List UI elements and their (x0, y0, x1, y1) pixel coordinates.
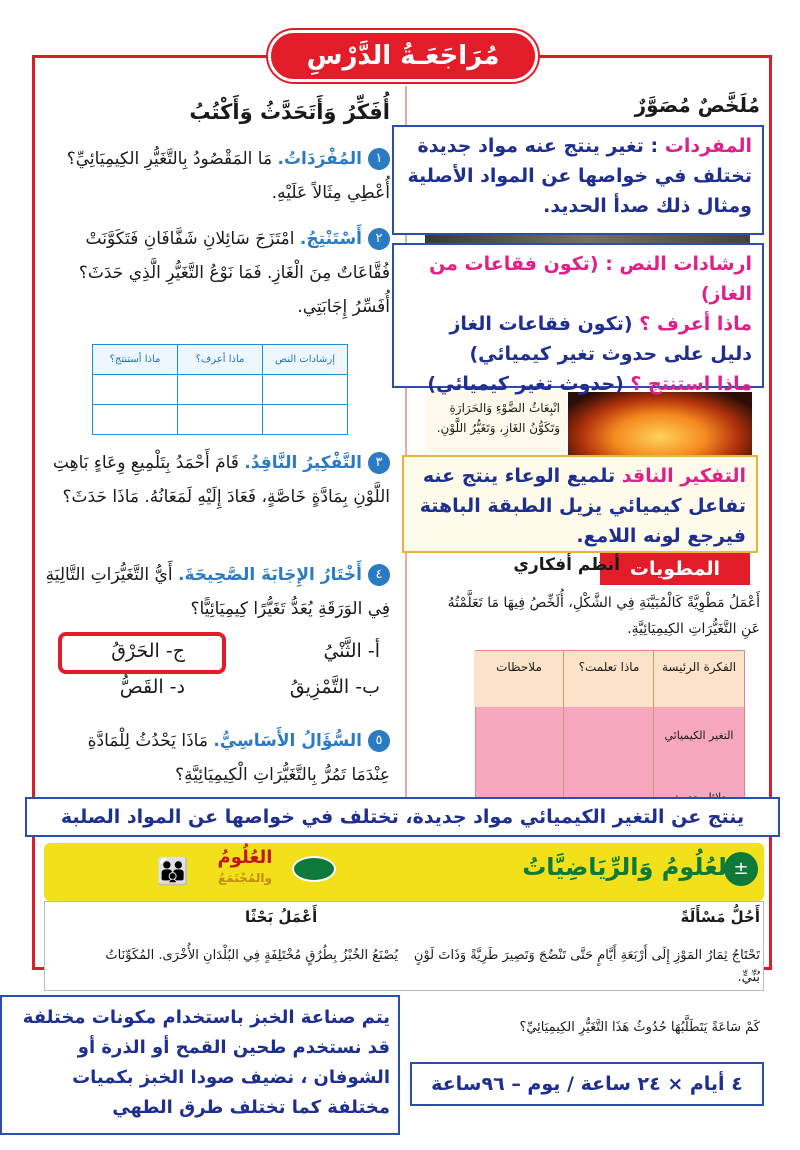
science-society-subtitle: والمُجْتَمَعُ (218, 871, 272, 885)
choice-a[interactable]: أ- الثَّنْيُ (323, 640, 380, 662)
people-icon: 👪 (156, 857, 190, 887)
table-cell (263, 375, 348, 405)
question-number-4: ٤ (368, 564, 390, 586)
inference-answer-box (392, 243, 764, 395)
foldable-card (475, 650, 745, 815)
table-cell (263, 405, 348, 435)
choice-c[interactable]: ج- الحَرْقُ (111, 640, 185, 662)
math-answer-box: ٤ أيام × ٢٤ ساعة / يوم – ٩٦ساعة (410, 1062, 764, 1106)
essential-question-answer-box: ينتج عن التغير الكيميائي مواد جديدة، تختلف في خواصها عن المواد الصلبة (25, 797, 780, 837)
inference-table (92, 344, 348, 435)
question-3 (45, 446, 390, 514)
solve-problem-question: كَمْ سَاعَةً يَتَطَلَّبُهَا حُدُوثُ هَذَا التَّغَيُّرِ الكِيمِيَائِيِّ؟ (519, 1020, 760, 1035)
question-5 (45, 724, 390, 792)
foldable-row-chemical-change: التغير الكيميائي (664, 729, 734, 742)
question-3-text: قَامَ أَحْمَدُ بِتَلْمِيعِ وِعَاءٍ بَاهِتِ اللَّوْنِ بِمَادَّةٍ خَاصَّةٍ، فَعَادَ إِلَيْهِ لَمَعَانُهُ. مَاذَا حَدَثَ؟ (52, 453, 390, 507)
infer-line (404, 369, 752, 399)
visual-summary-heading: مُلَخَّصٌ مُصَوَّرٌ (634, 93, 760, 117)
question-number-3: ٣ (368, 452, 390, 474)
science-society-logo (195, 848, 295, 888)
question-3-keyword: التَّفْكِيرُ النَّاقِدُ. (244, 453, 362, 473)
choice-b[interactable]: ب- التَّمْزِيقُ (289, 676, 380, 698)
choice-d[interactable]: د- القَصُّ (119, 676, 185, 698)
plus-minus-icon: ± (724, 852, 758, 886)
know-text: (تكون فقاعات الغاز دليل على حدوث تغير كيميائي) (449, 313, 752, 365)
foldable-col-main-idea: الفكرة الرئيسة (654, 651, 744, 707)
critical-thinking-label: التفكير الناقد (621, 465, 746, 487)
table-cell (93, 405, 178, 435)
answer-highlight (58, 632, 226, 674)
question-4-text: أَيُّ التَّغَيُّرَاتِ التَّالِيَةِ فِي الوَرَقَةِ يُعَدُّ تَغَيُّرًا كِيمِيَائِيًّا؟ (45, 565, 390, 619)
bread-answer-box: يتم صناعة الخبز باستخدام مكونات مختلفة قد نستخدم طحين القمح أو الذرة أو الشوفان ، نضيف صودا الخبز بكميات مختلفة كما تختلف طرق الطهي (0, 995, 400, 1135)
science-society-title: العُلُومُ (217, 847, 273, 868)
question-5-keyword: السُّؤَالُ الأَسَاسِيُّ. (213, 731, 362, 751)
solve-problem-text: تَحْتَاجُ ثِمَارُ المَوْزِ إِلَى أَرْبَعَةِ أَيَّامٍ حَتَّى تَنْضُجَ وَتَصِيرَ طَرِيَّةً وَذَاتَ لَوْنٍ بُنِّيٍّ. (413, 948, 760, 985)
question-2-keyword: أَسْتَنْتِجُ. (299, 229, 362, 249)
critical-thinking-text: تلميع الوعاء ينتج عنه تفاعل كيميائي يزيل الطبقة الباهتة فيرجع لونه اللامع. (419, 465, 746, 547)
vocabulary-label: المفردات (664, 135, 752, 157)
foldable-divider (563, 651, 564, 816)
foldables-text: أَعْمَلُ مَطْوِيَّةً كَالْمُبَيَّنَةِ فِي الشَّكْلِ، أُلَخِّصُ فِيهَا مَا تَعَلَّمْتُهُ عَنِ التَّغَيُّرَاتِ الكِيمِيَائِيَّةِ. (447, 595, 760, 637)
foldables-tag: المطويات (600, 553, 750, 585)
table-header-cues: إرشادات النص (263, 345, 348, 375)
table-header-know: ماذا أعرف؟ (178, 345, 263, 375)
question-4-keyword: أَخْتَارُ الإِجَابَةَ الصَّحِيحَةَ. (177, 565, 362, 585)
fire-photo (568, 392, 752, 456)
question-2 (45, 222, 390, 324)
question-number-2: ٢ (368, 228, 390, 250)
fire-caption: انْبِعَاثُ الضَّوْءِ وَالحَرَارَةِ وَتَكَوُّنُ الغَازِ، وَتَغَيُّرُ اللَّوْنِ. (426, 392, 566, 452)
question-5-text: مَاذَا يَحْدُثُ لِلْمَادَّةِ عِنْدَمَا تَمُرُّ بِالتَّغَيُّرَاتِ الْكِيمِيَائِيَّةِ؟ (87, 731, 390, 785)
question-1-text: مَا المَقْصُودُ بِالتَّغَيُّرِ الكِيمِيَائِيِّ؟ أُعْطِي مِثَالاً عَلَيْهِ. (66, 149, 390, 203)
vocabulary-answer-box (392, 125, 764, 235)
table-cell (178, 375, 263, 405)
question-2-text: امْتَزَجَ سَائِلانِ شَفَّافَانِ فَتَكَوَّنَتْ فُقَّاعَاتٌ مِنَ الْغَازِ. فَمَا نَوْعُ التَّغَيُّرِ الَّذِي حَدَثَ؟ أُفَسِّرُ إِجَابَتِي. (78, 229, 390, 317)
infer-label: ماذا استنتج ؟ (630, 373, 752, 395)
question-number-5: ٥ (368, 730, 390, 752)
question-number-1: ١ (368, 148, 390, 170)
page-title: مُرَاجَعَـةُ الدَّرْسِ (268, 30, 538, 82)
table-header-infer: ماذا أستنتج؟ (93, 345, 178, 375)
know-line (404, 309, 752, 369)
foldables-heading: أنظم أفكاري (513, 555, 620, 575)
solve-problem-title: أَحُلُّ مَسْأَلَةً (680, 908, 760, 926)
cues-line: ارشادات النص : (تكون فقاعات من الغاز) (429, 253, 752, 305)
vocabulary-text: : تغير ينتج عنه مواد جديدة تختلف في خواصها عن المواد الأصلية ومثال ذلك صدأ الحديد. (407, 135, 752, 217)
question-1-keyword: المُفْرَدَاتُ. (277, 149, 362, 169)
question-1 (45, 142, 390, 210)
table-cell (178, 405, 263, 435)
table-cell (93, 375, 178, 405)
know-label: ماذا أعرف ؟ (639, 313, 752, 335)
research-title: أَعْمَلُ بَحْثًا (245, 908, 318, 926)
foldable-col-learned: ماذا تعلمت؟ (564, 651, 654, 707)
critical-thinking-answer-box (402, 455, 758, 553)
flag-icon (292, 856, 336, 882)
question-4 (45, 558, 390, 626)
science-math-title: العُلُومُ وَالرِّيَاضِيَّاتُ (522, 853, 735, 881)
think-heading: أُفَكِّرُ وَأَتَحَدَّثُ وَأَكْتُبُ (189, 100, 390, 124)
research-text: يُصْنَعُ الخُبْزُ بِطُرُقٍ مُخْتَلِفَةٍ فِي البُلْدَانِ الأُخْرَى. المُكَوِّنَاتُ (105, 948, 398, 963)
infer-text: (حدوث تغير كيميائي) (427, 373, 624, 395)
foldable-col-notes: ملاحظات (474, 651, 564, 707)
